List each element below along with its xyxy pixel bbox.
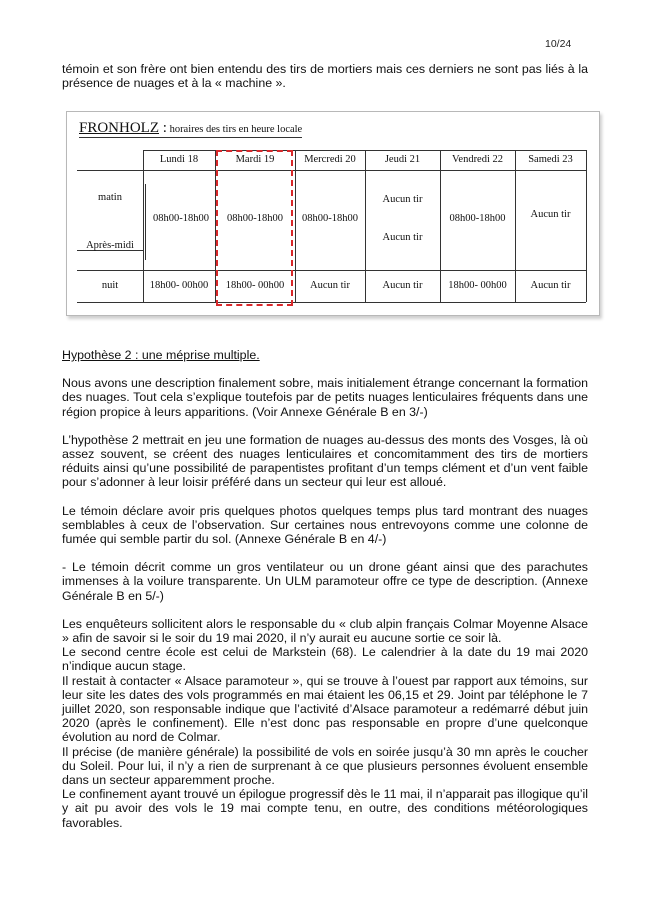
paragraph-6: Le second centre école est celui de Markstein (68). Le calendrier à la date du 19 mai 2020 n’indique aucun stage. bbox=[62, 645, 588, 674]
cell-samedi-day: Aucun tir bbox=[530, 209, 571, 220]
cell-jeudi-matin: Aucun tir bbox=[382, 194, 423, 205]
header-samedi: Samedi 23 bbox=[528, 154, 573, 165]
header-jeudi: Jeudi 21 bbox=[384, 154, 421, 165]
cell-lundi-nuit: 18h00- 00h00 bbox=[149, 280, 209, 291]
cell-mardi-nuit: 18h00- 00h00 bbox=[225, 280, 285, 291]
mardi-highlight-box bbox=[216, 150, 293, 306]
cell-jeudi-nuit: Aucun tir bbox=[382, 280, 423, 291]
row-label-nuit: nuit bbox=[101, 280, 119, 291]
cell-jeudi-apres-midi: Aucun tir bbox=[382, 232, 423, 243]
cell-vendredi-nuit: 18h00- 00h00 bbox=[448, 280, 507, 291]
paragraph-2: L’hypothèse 2 mettrait en jeu une formation de nuages au-dessus des monts des Vosges, là où assez souvent, se créent des nuages lenticulaires et concomitamment des tirs de mortiers réduits ainsi qu’une possibilité de parapentistes profitant d’un temps clément et d’un vent faible pour s’adonner à leur loisir préféré dans un secteur qui leur est alloué. bbox=[62, 432, 588, 490]
header-mardi: Mardi 19 bbox=[235, 154, 275, 165]
paragraph-4: - Le témoin décrit comme un gros ventilateur ou un drone géant ainsi que des parachutes immenses à la voilure transparente. Un ULM paramoteur offre ce type de description. (Annexe Générale B en 5/-) bbox=[62, 560, 588, 603]
paragraph-5: Les enquêteurs sollicitent alors le responsable du « club alpin français Colmar Moyenne Alsace » afin de savoir si le soir du 19 mai 2020, il n’y aurait eu aucune sortie ce soir là. bbox=[62, 616, 588, 646]
header-mercredi: Mercredi 20 bbox=[304, 154, 356, 165]
paragraph-7: Il restait à contacter « Alsace paramoteur », qui se trouve à l’ouest par rapport aux témoins, sur leur site les dates des vols programmés en mai étaient les 06,15 et 29. Joint par téléphone le 7 juillet 2020, son responsable indique que l’activité d’Alsace paramoteur a redémarré début juin 2020 (après le confinement). Elle n’est donc pas responsable en propre d’une quelconque évolution au nord de Colmar. bbox=[62, 673, 588, 745]
page-number: 10/24 bbox=[545, 38, 572, 50]
row-label-apres-midi: Après-midi bbox=[86, 240, 134, 251]
cell-mercredi-day: 08h00-18h00 bbox=[302, 213, 358, 224]
header-vendredi: Vendredi 22 bbox=[451, 154, 504, 165]
paragraph-1: Nous avons une description finalement sobre, mais initialement étrange concernant la formation des nuages. Tout cela s’explique toutefois par de petits nuages lenticulaires fréquents dans une région propice à leurs apparitions. (Voir Annexe Générale B en 3/-) bbox=[62, 376, 588, 419]
cell-samedi-nuit: Aucun tir bbox=[530, 280, 571, 291]
figure-separator: : bbox=[159, 120, 167, 136]
cell-lundi-day: 08h00-18h00 bbox=[153, 213, 209, 224]
header-lundi: Lundi 18 bbox=[159, 154, 199, 165]
paragraph-3: Le témoin déclare avoir pris quelques photos quelques temps plus tard montrant des nuages semblables à ceux de l’observation. Sur certaines nous entrevoyons comme une colonne de fumée qui semble partir du sol. (Annexe Générale B en 4/-) bbox=[62, 503, 588, 547]
cell-vendredi-day: 08h00-18h00 bbox=[449, 213, 506, 224]
body-text bbox=[62, 348, 588, 830]
cell-mardi-day: 08h00-18h00 bbox=[227, 213, 283, 224]
figure-place: FRONHOLZ bbox=[79, 120, 160, 136]
intro-paragraph bbox=[62, 62, 588, 90]
paragraph-9: Le confinement ayant trouvé un épilogue progressif dès le 11 mai, il n’apparait pas illogique qu’il y ait pu avoir des vols le 19 mai compte tenu, en outre, des conditions météorologiques favorables. bbox=[62, 787, 589, 830]
figure-title bbox=[79, 120, 302, 138]
paragraph-8: Il précise (de manière générale) la possibilité de vols en soirée jusqu’à 30 mn après le coucher du Soleil. Pour lui, il n’y a rien de surprenant à ce que plusieurs personnes évoluent ensemble dans un secteur apparemment proche. bbox=[62, 744, 588, 788]
firing-schedule-figure bbox=[66, 111, 600, 316]
cell-mercredi-nuit: Aucun tir bbox=[310, 280, 350, 291]
intro-text: témoin et son frère ont bien entendu des tirs de mortiers mais ces derniers ne sont pas liés à la présence de nuages et à la « machine ». bbox=[62, 62, 588, 91]
figure-subtitle: horaires des tirs en heure locale bbox=[166, 124, 303, 135]
row-label-matin: matin bbox=[98, 192, 122, 203]
hypothesis-heading: Hypothèse 2 : une méprise multiple. bbox=[62, 348, 260, 362]
